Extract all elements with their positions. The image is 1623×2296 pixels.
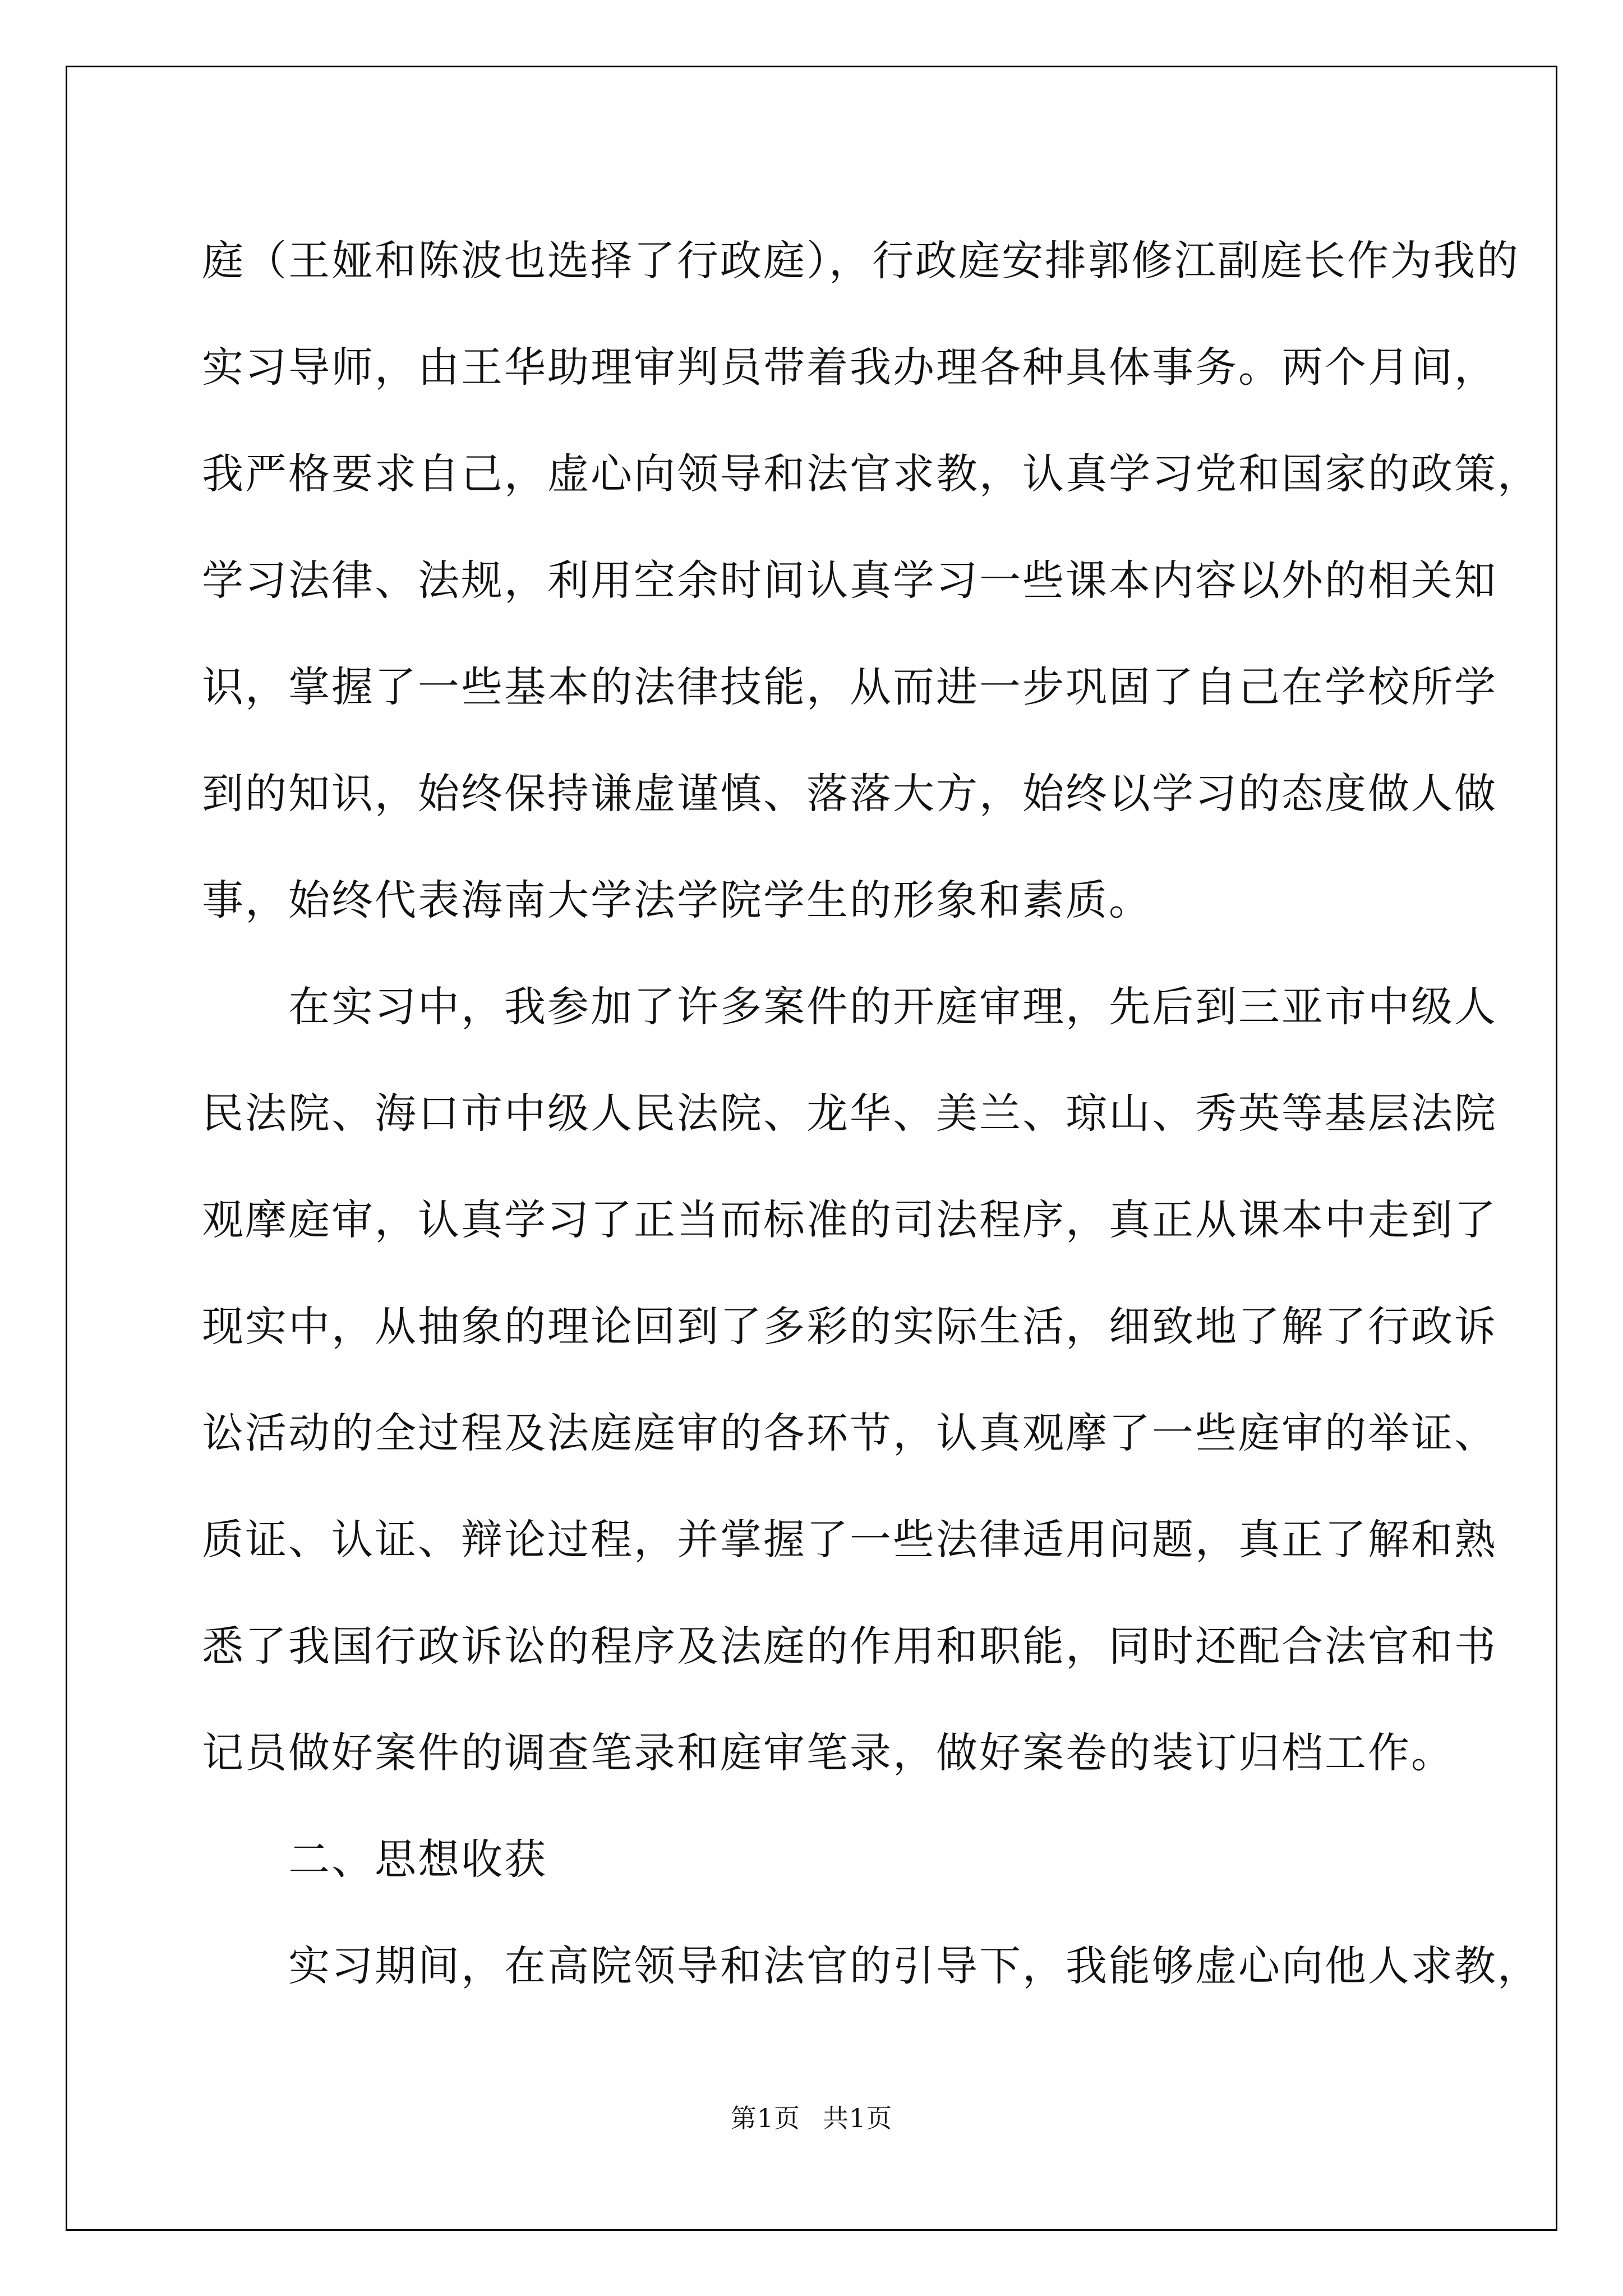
section-heading: 二、思想收获 <box>202 1835 547 1884</box>
text-line: 民法院、海口市中级人民法院、龙华、美兰、琼山、秀英等基层法院 <box>202 1089 1497 1138</box>
text-line: 我严格要求自己，虚心向领导和法官求教，认真学习党和国家的政策， <box>202 450 1541 498</box>
text-line: 事，始终代表海南大学法学院学生的形象和素质。 <box>202 876 1152 924</box>
text-line: 记员做好案件的调查笔录和庭审笔录，做好案卷的装订归档工作。 <box>202 1729 1454 1777</box>
page-number: 第1页 <box>730 2103 800 2133</box>
text-line: 识，掌握了一些基本的法律技能，从而进一步巩固了自己在学校所学 <box>202 663 1497 711</box>
text-line: 观摩庭审，认真学习了正当而标准的司法程序，真正从课本中走到了 <box>202 1196 1497 1244</box>
text-line: 学习法律、法规，利用空余时间认真学习一些课本内容以外的相关知 <box>202 556 1497 605</box>
text-line: 在实习中，我参加了许多案件的开庭审理，先后到三亚市中级人 <box>202 983 1497 1031</box>
page-total: 共1页 <box>823 2103 893 2133</box>
text-line: 实习期间，在高院领导和法官的引导下，我能够虚心向他人求教， <box>202 1942 1541 1990</box>
text-line: 现实中，从抽象的理论回到了多彩的实际生活，细致地了解了行政诉 <box>202 1303 1497 1351</box>
text-line: 讼活动的全过程及法庭庭审的各环节，认真观摩了一些庭审的举证、 <box>202 1409 1497 1457</box>
text-line: 实习导师，由王华助理审判员带着我办理各种具体事务。两个月间， <box>202 343 1497 392</box>
text-line: 悉了我国行政诉讼的程序及法庭的作用和职能，同时还配合法官和书 <box>202 1622 1497 1671</box>
document-body <box>202 208 1541 2019</box>
page-footer <box>0 2098 1623 2135</box>
text-line: 质证、认证、辩论过程，并掌握了一些法律适用问题，真正了解和熟 <box>202 1516 1497 1564</box>
text-line: 到的知识，始终保持谦虚谨慎、落落大方，始终以学习的态度做人做 <box>202 770 1497 818</box>
text-line: 庭（王娅和陈波也选择了行政庭），行政庭安排郭修江副庭长作为我的 <box>202 237 1520 285</box>
